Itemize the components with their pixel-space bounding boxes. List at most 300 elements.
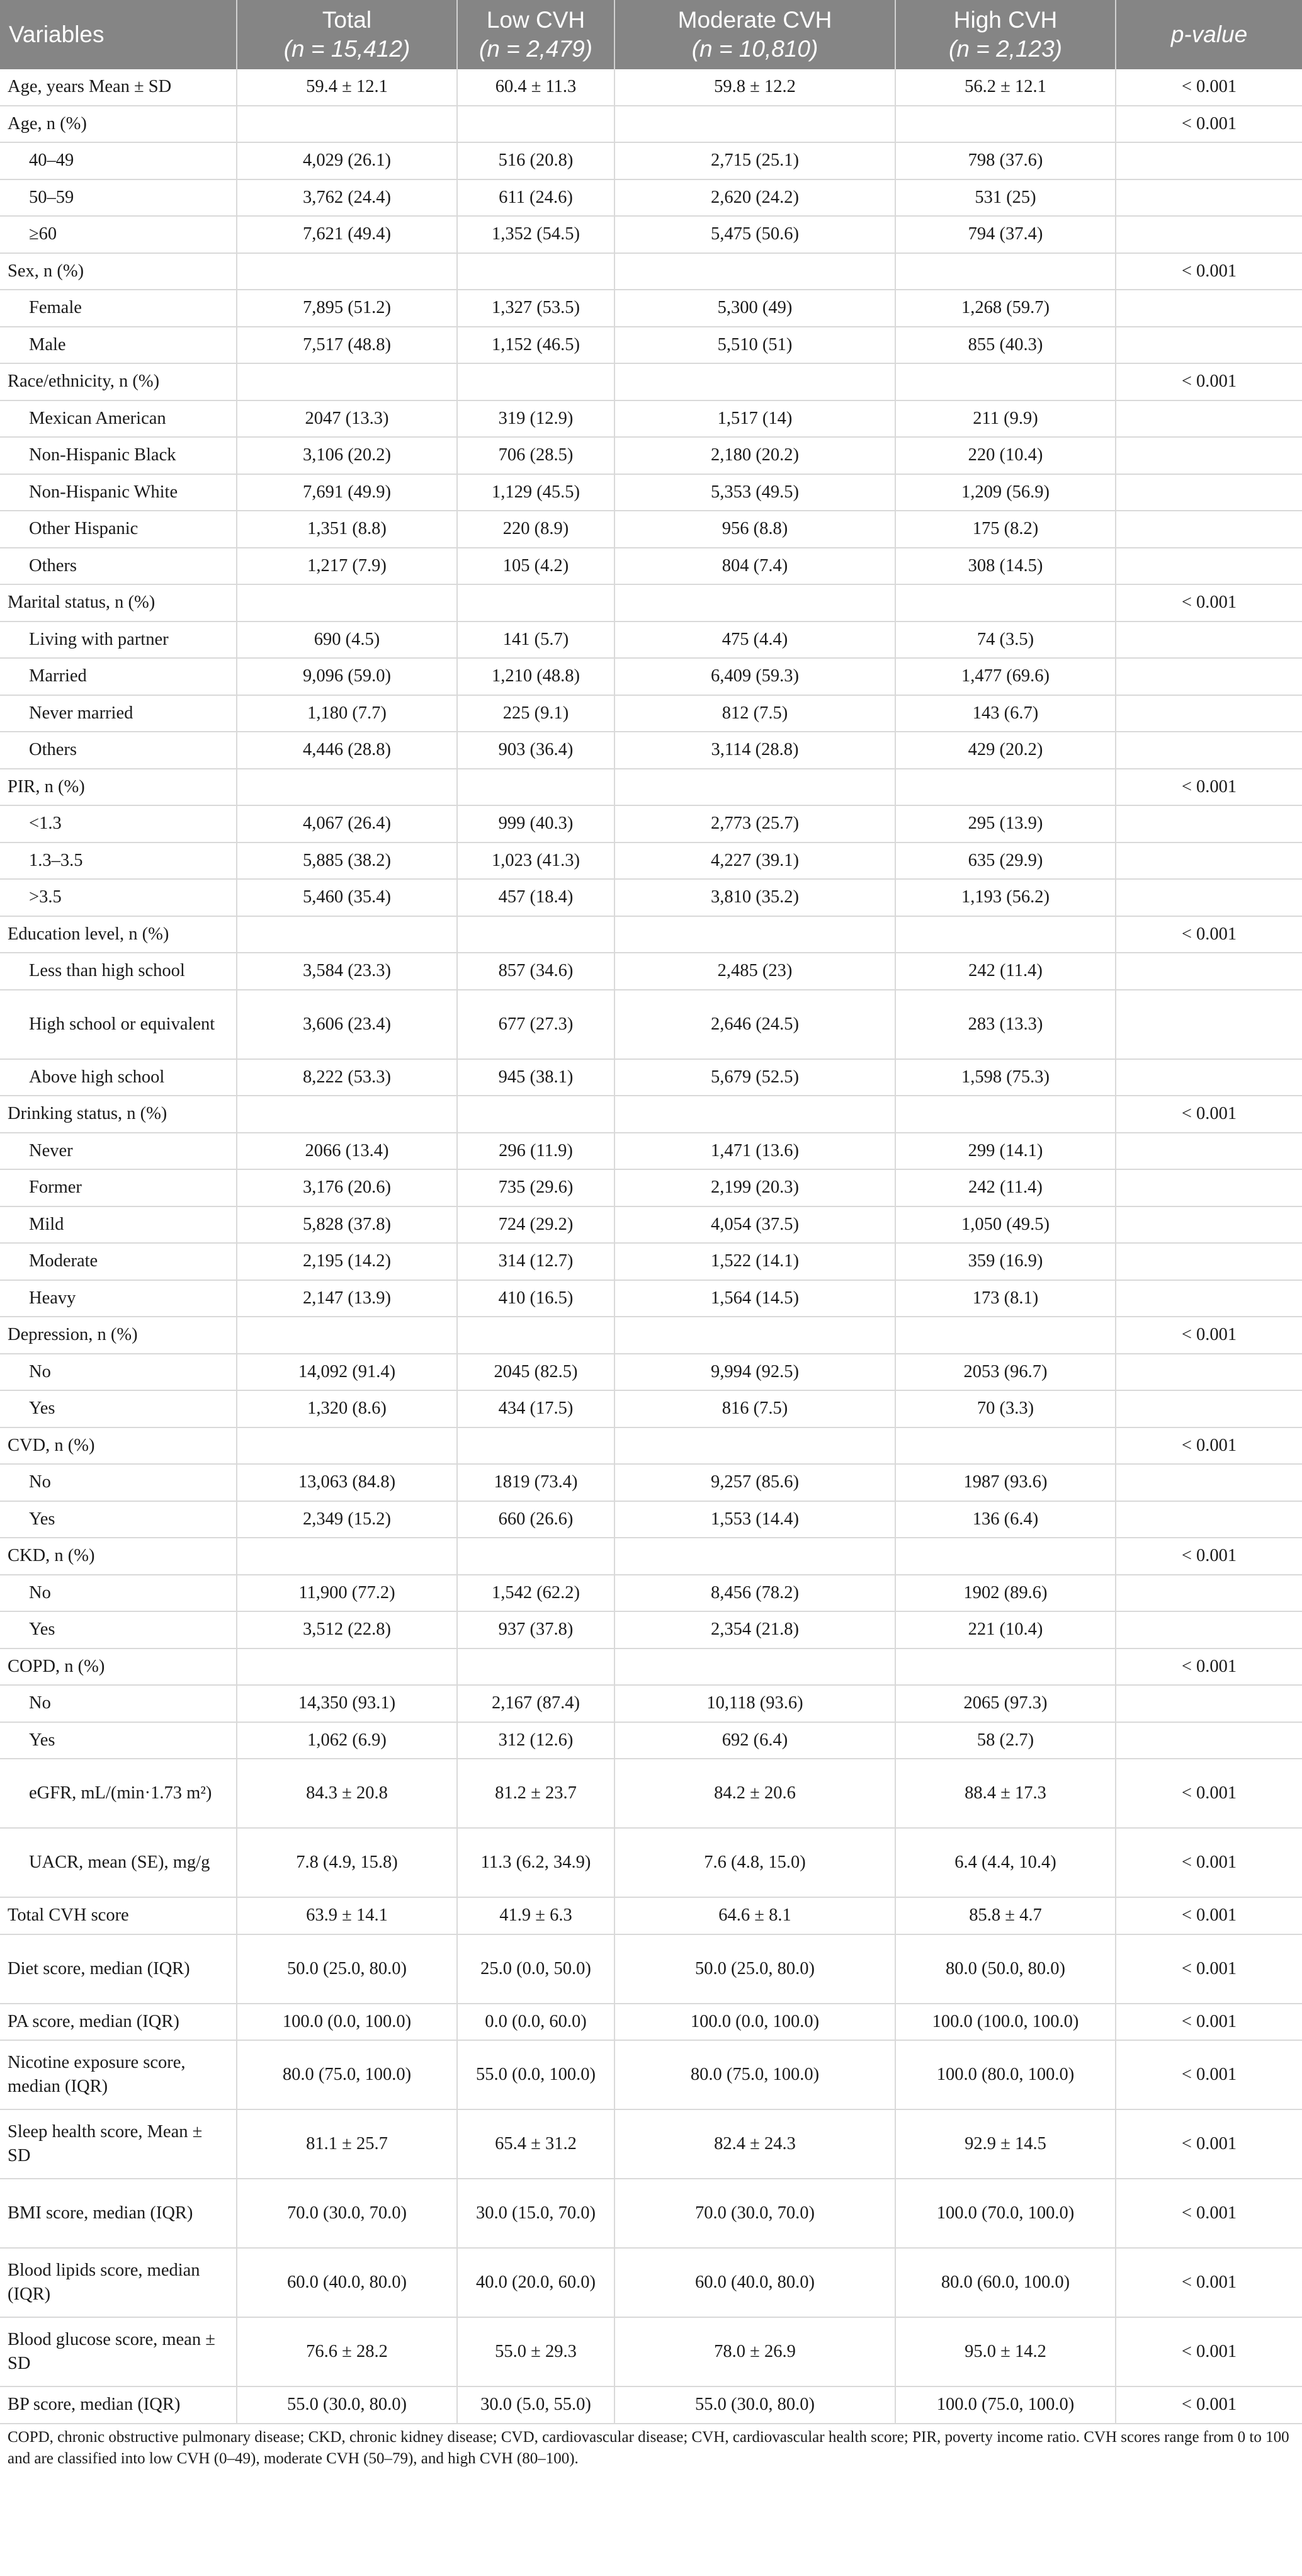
- cell-low-cvh: 296 (11.9): [457, 1133, 614, 1170]
- cell-p-value: [1116, 290, 1302, 327]
- cell-p-value: < 0.001: [1116, 2248, 1302, 2317]
- cell-high-cvh: 359 (16.9): [895, 1243, 1116, 1280]
- cell-moderate-cvh: 6,409 (59.3): [614, 658, 895, 695]
- cell-p-value: < 0.001: [1116, 1648, 1302, 1686]
- cell-moderate-cvh: [614, 1317, 895, 1354]
- cell-low-cvh: 30.0 (5.0, 55.0): [457, 2386, 614, 2424]
- table-row: [0, 1317, 1302, 1354]
- table-row: [0, 1611, 1302, 1648]
- cell-high-cvh: 211 (9.9): [895, 400, 1116, 438]
- table-row: [0, 2248, 1302, 2317]
- cell-high-cvh: 6.4 (4.4, 10.4): [895, 1828, 1116, 1897]
- cell-low-cvh: 1,023 (41.3): [457, 843, 614, 880]
- cell-total: 1,180 (7.7): [237, 695, 457, 732]
- cell-moderate-cvh: 9,257 (85.6): [614, 1464, 895, 1501]
- header-high-cvh: High CVH (n = 2,123): [895, 0, 1116, 69]
- cell-total: 55.0 (30.0, 80.0): [237, 2386, 457, 2424]
- cell-moderate-cvh: [614, 1648, 895, 1686]
- cell-variable: Above high school: [0, 1059, 237, 1096]
- cell-total: 5,828 (37.8): [237, 1206, 457, 1244]
- cell-variable: CVD, n (%): [0, 1427, 237, 1465]
- cell-variable: CKD, n (%): [0, 1538, 237, 1575]
- cell-p-value: [1116, 879, 1302, 916]
- cell-high-cvh: 92.9 ± 14.5: [895, 2109, 1116, 2179]
- cell-total: [237, 106, 457, 143]
- table-row: [0, 1059, 1302, 1096]
- cell-total: 11,900 (77.2): [237, 1575, 457, 1612]
- cell-high-cvh: 1,268 (59.7): [895, 290, 1116, 327]
- cell-moderate-cvh: 5,510 (51): [614, 327, 895, 364]
- cell-p-value: [1116, 1059, 1302, 1096]
- table-row: [0, 2040, 1302, 2109]
- table-row: [0, 1243, 1302, 1280]
- cell-total: 80.0 (75.0, 100.0): [237, 2040, 457, 2109]
- cell-high-cvh: [895, 363, 1116, 400]
- cell-p-value: [1116, 805, 1302, 843]
- cell-variable: Race/ethnicity, n (%): [0, 363, 237, 400]
- cell-total: 2,147 (13.9): [237, 1280, 457, 1317]
- table-row: [0, 1501, 1302, 1538]
- cell-high-cvh: 175 (8.2): [895, 511, 1116, 548]
- cell-moderate-cvh: 3,810 (35.2): [614, 879, 895, 916]
- cell-total: 7.8 (4.9, 15.8): [237, 1828, 457, 1897]
- cell-moderate-cvh: [614, 363, 895, 400]
- cell-p-value: < 0.001: [1116, 106, 1302, 143]
- cell-moderate-cvh: 7.6 (4.8, 15.0): [614, 1828, 895, 1897]
- cell-low-cvh: 999 (40.3): [457, 805, 614, 843]
- table-row: [0, 1759, 1302, 1828]
- cell-moderate-cvh: [614, 769, 895, 806]
- cell-p-value: [1116, 437, 1302, 474]
- cell-high-cvh: 308 (14.5): [895, 548, 1116, 585]
- cell-variable: BP score, median (IQR): [0, 2386, 237, 2424]
- cell-p-value: < 0.001: [1116, 1427, 1302, 1465]
- table-row: [0, 1169, 1302, 1206]
- cell-total: 4,067 (26.4): [237, 805, 457, 843]
- cell-high-cvh: 220 (10.4): [895, 437, 1116, 474]
- cell-variable: Nicotine exposure score, median (IQR): [0, 2040, 237, 2109]
- cell-low-cvh: 60.4 ± 11.3: [457, 69, 614, 106]
- cell-high-cvh: 794 (37.4): [895, 216, 1116, 253]
- cell-high-cvh: 85.8 ± 4.7: [895, 1897, 1116, 1934]
- cell-total: 7,517 (48.8): [237, 327, 457, 364]
- table-row: [0, 1648, 1302, 1686]
- cell-moderate-cvh: 1,471 (13.6): [614, 1133, 895, 1170]
- cell-variable: Yes: [0, 1390, 237, 1427]
- cell-variable: eGFR, mL/(min·1.73 m²): [0, 1759, 237, 1828]
- cell-moderate-cvh: [614, 1096, 895, 1133]
- cell-moderate-cvh: 100.0 (0.0, 100.0): [614, 2004, 895, 2041]
- cell-p-value: < 0.001: [1116, 2109, 1302, 2179]
- cell-p-value: < 0.001: [1116, 1828, 1302, 1897]
- cell-total: 7,895 (51.2): [237, 290, 457, 327]
- cell-high-cvh: [895, 106, 1116, 143]
- table-footnote: COPD, chronic obstructive pulmonary disease; CKD, chronic kidney disease; CVD, cardiovascular disease; CVH, cardiovascular health score; PIR, poverty income ratio. CVH scores range from 0 to 100 and are classified into low CVH (0–49), moderate CVH (50–79), and high CVH (80–100).: [8, 2428, 1289, 2467]
- table-row: [0, 805, 1302, 843]
- table-row: [0, 769, 1302, 806]
- table-row: [0, 106, 1302, 143]
- cell-low-cvh: [457, 106, 614, 143]
- cell-moderate-cvh: 84.2 ± 20.6: [614, 1759, 895, 1828]
- cell-total: [237, 253, 457, 290]
- cell-moderate-cvh: 59.8 ± 12.2: [614, 69, 895, 106]
- cell-moderate-cvh: 4,054 (37.5): [614, 1206, 895, 1244]
- cell-total: 2,349 (15.2): [237, 1501, 457, 1538]
- cell-low-cvh: 1819 (73.4): [457, 1464, 614, 1501]
- cell-variable: Mexican American: [0, 400, 237, 438]
- cell-high-cvh: 855 (40.3): [895, 327, 1116, 364]
- cell-high-cvh: 70 (3.3): [895, 1390, 1116, 1427]
- cell-high-cvh: [895, 1317, 1116, 1354]
- header-moderate-cvh: Moderate CVH (n = 10,810): [614, 0, 895, 69]
- cell-total: 5,460 (35.4): [237, 879, 457, 916]
- cell-low-cvh: 141 (5.7): [457, 621, 614, 659]
- cell-moderate-cvh: 475 (4.4): [614, 621, 895, 659]
- cell-total: [237, 1648, 457, 1686]
- cell-high-cvh: [895, 1427, 1116, 1465]
- table-header: [0, 0, 1302, 69]
- cell-moderate-cvh: 64.6 ± 8.1: [614, 1897, 895, 1934]
- cell-moderate-cvh: [614, 106, 895, 143]
- table-row: [0, 1897, 1302, 1934]
- cell-total: 84.3 ± 20.8: [237, 1759, 457, 1828]
- table-row: [0, 474, 1302, 511]
- cell-total: 5,885 (38.2): [237, 843, 457, 880]
- cell-moderate-cvh: 692 (6.4): [614, 1722, 895, 1759]
- cell-low-cvh: 25.0 (0.0, 50.0): [457, 1934, 614, 2004]
- cell-total: 13,063 (84.8): [237, 1464, 457, 1501]
- cell-total: 63.9 ± 14.1: [237, 1897, 457, 1934]
- cell-total: 100.0 (0.0, 100.0): [237, 2004, 457, 2041]
- cell-total: 50.0 (25.0, 80.0): [237, 1934, 457, 2004]
- cell-high-cvh: 2053 (96.7): [895, 1354, 1116, 1391]
- cell-variable: Living with partner: [0, 621, 237, 659]
- table-row: [0, 695, 1302, 732]
- cell-moderate-cvh: 1,522 (14.1): [614, 1243, 895, 1280]
- cell-low-cvh: 81.2 ± 23.7: [457, 1759, 614, 1828]
- cell-low-cvh: [457, 253, 614, 290]
- cell-moderate-cvh: 9,994 (92.5): [614, 1354, 895, 1391]
- cell-p-value: < 0.001: [1116, 69, 1302, 106]
- cell-variable: Mild: [0, 1206, 237, 1244]
- cell-p-value: [1116, 1464, 1302, 1501]
- cell-low-cvh: 724 (29.2): [457, 1206, 614, 1244]
- cell-low-cvh: 706 (28.5): [457, 437, 614, 474]
- table-row: [0, 327, 1302, 364]
- table-row: [0, 2179, 1302, 2248]
- cell-variable: UACR, mean (SE), mg/g: [0, 1828, 237, 1897]
- cell-moderate-cvh: 1,517 (14): [614, 400, 895, 438]
- cell-high-cvh: 429 (20.2): [895, 732, 1116, 769]
- cell-total: [237, 769, 457, 806]
- cell-variable: Heavy: [0, 1280, 237, 1317]
- cell-low-cvh: 11.3 (6.2, 34.9): [457, 1828, 614, 1897]
- cell-low-cvh: 1,129 (45.5): [457, 474, 614, 511]
- cell-p-value: [1116, 511, 1302, 548]
- cell-high-cvh: [895, 253, 1116, 290]
- cell-total: 60.0 (40.0, 80.0): [237, 2248, 457, 2317]
- cell-moderate-cvh: 5,353 (49.5): [614, 474, 895, 511]
- cell-high-cvh: 1902 (89.6): [895, 1575, 1116, 1612]
- cell-p-value: [1116, 1390, 1302, 1427]
- cell-p-value: [1116, 843, 1302, 880]
- cell-total: 3,606 (23.4): [237, 990, 457, 1059]
- table-row: [0, 179, 1302, 217]
- cell-variable: Yes: [0, 1611, 237, 1648]
- cell-high-cvh: 242 (11.4): [895, 953, 1116, 990]
- cell-moderate-cvh: 60.0 (40.0, 80.0): [614, 2248, 895, 2317]
- cell-low-cvh: [457, 363, 614, 400]
- table-row: [0, 1354, 1302, 1391]
- cell-high-cvh: 1,209 (56.9): [895, 474, 1116, 511]
- cell-p-value: [1116, 179, 1302, 217]
- cell-total: 4,029 (26.1): [237, 142, 457, 179]
- table-row: [0, 916, 1302, 953]
- cell-p-value: [1116, 548, 1302, 585]
- cell-moderate-cvh: 816 (7.5): [614, 1390, 895, 1427]
- table-row: [0, 1538, 1302, 1575]
- cell-low-cvh: 0.0 (0.0, 60.0): [457, 2004, 614, 2041]
- table-row: [0, 1575, 1302, 1612]
- cell-moderate-cvh: 2,620 (24.2): [614, 179, 895, 217]
- cell-moderate-cvh: 4,227 (39.1): [614, 843, 895, 880]
- cell-p-value: [1116, 1243, 1302, 1280]
- table-row: [0, 2004, 1302, 2041]
- table-row: [0, 1828, 1302, 1897]
- cell-p-value: [1116, 142, 1302, 179]
- cell-p-value: < 0.001: [1116, 2317, 1302, 2386]
- cell-p-value: [1116, 732, 1302, 769]
- cell-variable: ≥60: [0, 216, 237, 253]
- table-row: [0, 953, 1302, 990]
- cell-low-cvh: 945 (38.1): [457, 1059, 614, 1096]
- cell-variable: Moderate: [0, 1243, 237, 1280]
- cell-low-cvh: 2045 (82.5): [457, 1354, 614, 1391]
- table-row: [0, 1280, 1302, 1317]
- cell-p-value: [1116, 474, 1302, 511]
- cell-variable: Sleep health score, Mean ± SD: [0, 2109, 237, 2179]
- cell-low-cvh: 434 (17.5): [457, 1390, 614, 1427]
- cell-high-cvh: 531 (25): [895, 179, 1116, 217]
- table-row: [0, 658, 1302, 695]
- cell-moderate-cvh: 1,553 (14.4): [614, 1501, 895, 1538]
- cell-total: 8,222 (53.3): [237, 1059, 457, 1096]
- cell-p-value: < 0.001: [1116, 769, 1302, 806]
- cell-moderate-cvh: 2,354 (21.8): [614, 1611, 895, 1648]
- cell-total: [237, 1317, 457, 1354]
- cell-low-cvh: 55.0 ± 29.3: [457, 2317, 614, 2386]
- cell-high-cvh: 80.0 (60.0, 100.0): [895, 2248, 1116, 2317]
- cell-high-cvh: [895, 1096, 1116, 1133]
- cell-p-value: < 0.001: [1116, 1317, 1302, 1354]
- cell-moderate-cvh: 2,646 (24.5): [614, 990, 895, 1059]
- cell-total: 1,062 (6.9): [237, 1722, 457, 1759]
- cell-variable: Never married: [0, 695, 237, 732]
- cell-p-value: < 0.001: [1116, 363, 1302, 400]
- cell-high-cvh: [895, 584, 1116, 621]
- cell-high-cvh: 1,598 (75.3): [895, 1059, 1116, 1096]
- cell-variable: No: [0, 1575, 237, 1612]
- table-row: [0, 843, 1302, 880]
- cell-variable: Blood lipids score, median (IQR): [0, 2248, 237, 2317]
- cell-moderate-cvh: 2,715 (25.1): [614, 142, 895, 179]
- table-row: [0, 69, 1302, 106]
- cell-high-cvh: 100.0 (70.0, 100.0): [895, 2179, 1116, 2248]
- cell-p-value: < 0.001: [1116, 2386, 1302, 2424]
- cell-total: 81.1 ± 25.7: [237, 2109, 457, 2179]
- cell-p-value: [1116, 1575, 1302, 1612]
- cell-variable: Yes: [0, 1722, 237, 1759]
- cell-low-cvh: [457, 916, 614, 953]
- cell-total: [237, 916, 457, 953]
- cell-low-cvh: [457, 1648, 614, 1686]
- cell-total: [237, 1427, 457, 1465]
- header-p-value: p-value: [1116, 0, 1302, 69]
- header-variables: Variables: [0, 0, 237, 69]
- table-row: [0, 216, 1302, 253]
- cell-low-cvh: 319 (12.9): [457, 400, 614, 438]
- cell-p-value: < 0.001: [1116, 2004, 1302, 2041]
- cell-low-cvh: [457, 1427, 614, 1465]
- cell-p-value: < 0.001: [1116, 1538, 1302, 1575]
- cell-high-cvh: [895, 1538, 1116, 1575]
- table-row: [0, 363, 1302, 400]
- cell-low-cvh: [457, 1317, 614, 1354]
- cell-total: [237, 1538, 457, 1575]
- cell-variable: Drinking status, n (%): [0, 1096, 237, 1133]
- cell-variable: Depression, n (%): [0, 1317, 237, 1354]
- cell-p-value: < 0.001: [1116, 1759, 1302, 1828]
- cell-variable: COPD, n (%): [0, 1648, 237, 1686]
- cell-low-cvh: 516 (20.8): [457, 142, 614, 179]
- cell-variable: >3.5: [0, 879, 237, 916]
- cell-variable: 40–49: [0, 142, 237, 179]
- cell-variable: Blood glucose score, mean ± SD: [0, 2317, 237, 2386]
- cell-total: 76.6 ± 28.2: [237, 2317, 457, 2386]
- cell-low-cvh: 937 (37.8): [457, 1611, 614, 1648]
- cell-variable: No: [0, 1464, 237, 1501]
- cell-variable: Male: [0, 327, 237, 364]
- cell-low-cvh: 660 (26.6): [457, 1501, 614, 1538]
- cell-total: 3,512 (22.8): [237, 1611, 457, 1648]
- cell-low-cvh: [457, 1538, 614, 1575]
- table-row: [0, 253, 1302, 290]
- cell-moderate-cvh: 2,773 (25.7): [614, 805, 895, 843]
- cell-p-value: < 0.001: [1116, 2179, 1302, 2248]
- cell-variable: No: [0, 1354, 237, 1391]
- table-row: [0, 1685, 1302, 1722]
- cell-high-cvh: 100.0 (75.0, 100.0): [895, 2386, 1116, 2424]
- cell-moderate-cvh: 50.0 (25.0, 80.0): [614, 1934, 895, 2004]
- cell-total: 3,584 (23.3): [237, 953, 457, 990]
- cell-total: 1,320 (8.6): [237, 1390, 457, 1427]
- cell-low-cvh: [457, 584, 614, 621]
- cell-low-cvh: 1,542 (62.2): [457, 1575, 614, 1612]
- header-total: Total (n = 15,412): [237, 0, 457, 69]
- cell-high-cvh: 136 (6.4): [895, 1501, 1116, 1538]
- cell-p-value: < 0.001: [1116, 1096, 1302, 1133]
- cell-p-value: [1116, 216, 1302, 253]
- table-body: [0, 69, 1302, 2424]
- cell-low-cvh: 1,210 (48.8): [457, 658, 614, 695]
- cell-variable: Female: [0, 290, 237, 327]
- cell-high-cvh: 283 (13.3): [895, 990, 1116, 1059]
- cell-p-value: [1116, 621, 1302, 659]
- cell-moderate-cvh: [614, 584, 895, 621]
- cell-p-value: [1116, 1685, 1302, 1722]
- table-row: [0, 584, 1302, 621]
- cell-p-value: < 0.001: [1116, 1934, 1302, 2004]
- cell-p-value: [1116, 1354, 1302, 1391]
- cell-variable: Never: [0, 1133, 237, 1170]
- cell-low-cvh: 1,327 (53.5): [457, 290, 614, 327]
- cell-moderate-cvh: 5,300 (49): [614, 290, 895, 327]
- cell-moderate-cvh: 5,679 (52.5): [614, 1059, 895, 1096]
- table-row: [0, 732, 1302, 769]
- cell-low-cvh: 55.0 (0.0, 100.0): [457, 2040, 614, 2109]
- cell-low-cvh: 857 (34.6): [457, 953, 614, 990]
- cell-high-cvh: 299 (14.1): [895, 1133, 1116, 1170]
- cell-high-cvh: 100.0 (80.0, 100.0): [895, 2040, 1116, 2109]
- table-row: [0, 1206, 1302, 1244]
- cell-p-value: [1116, 1169, 1302, 1206]
- cell-low-cvh: 314 (12.7): [457, 1243, 614, 1280]
- table-row: [0, 879, 1302, 916]
- cell-variable: Others: [0, 548, 237, 585]
- cell-moderate-cvh: 55.0 (30.0, 80.0): [614, 2386, 895, 2424]
- cell-variable: Marital status, n (%): [0, 584, 237, 621]
- cell-low-cvh: 41.9 ± 6.3: [457, 1897, 614, 1934]
- cell-variable: Sex, n (%): [0, 253, 237, 290]
- cell-variable: Education level, n (%): [0, 916, 237, 953]
- cell-high-cvh: 95.0 ± 14.2: [895, 2317, 1116, 2386]
- cell-low-cvh: 903 (36.4): [457, 732, 614, 769]
- cell-high-cvh: 56.2 ± 12.1: [895, 69, 1116, 106]
- cell-low-cvh: 105 (4.2): [457, 548, 614, 585]
- cell-variable: 50–59: [0, 179, 237, 217]
- cell-total: 70.0 (30.0, 70.0): [237, 2179, 457, 2248]
- table-row: [0, 1427, 1302, 1465]
- cell-p-value: < 0.001: [1116, 584, 1302, 621]
- cell-total: 2047 (13.3): [237, 400, 457, 438]
- cell-low-cvh: 1,152 (46.5): [457, 327, 614, 364]
- cell-p-value: [1116, 327, 1302, 364]
- cell-p-value: [1116, 658, 1302, 695]
- cell-high-cvh: 635 (29.9): [895, 843, 1116, 880]
- cell-moderate-cvh: [614, 916, 895, 953]
- table-row: [0, 1096, 1302, 1133]
- table-row: [0, 1722, 1302, 1759]
- cell-total: 7,691 (49.9): [237, 474, 457, 511]
- table-row: [0, 511, 1302, 548]
- cell-p-value: [1116, 1611, 1302, 1648]
- cell-variable: Others: [0, 732, 237, 769]
- cell-low-cvh: 735 (29.6): [457, 1169, 614, 1206]
- cell-low-cvh: 312 (12.6): [457, 1722, 614, 1759]
- cell-variable: 1.3–3.5: [0, 843, 237, 880]
- cell-moderate-cvh: 5,475 (50.6): [614, 216, 895, 253]
- cell-p-value: [1116, 953, 1302, 990]
- cell-p-value: < 0.001: [1116, 916, 1302, 953]
- cell-total: 690 (4.5): [237, 621, 457, 659]
- cell-low-cvh: 1,352 (54.5): [457, 216, 614, 253]
- table-row: [0, 2386, 1302, 2424]
- cell-moderate-cvh: 2,485 (23): [614, 953, 895, 990]
- table-row: [0, 2317, 1302, 2386]
- cell-variable: Other Hispanic: [0, 511, 237, 548]
- cell-p-value: < 0.001: [1116, 2040, 1302, 2109]
- cell-high-cvh: [895, 769, 1116, 806]
